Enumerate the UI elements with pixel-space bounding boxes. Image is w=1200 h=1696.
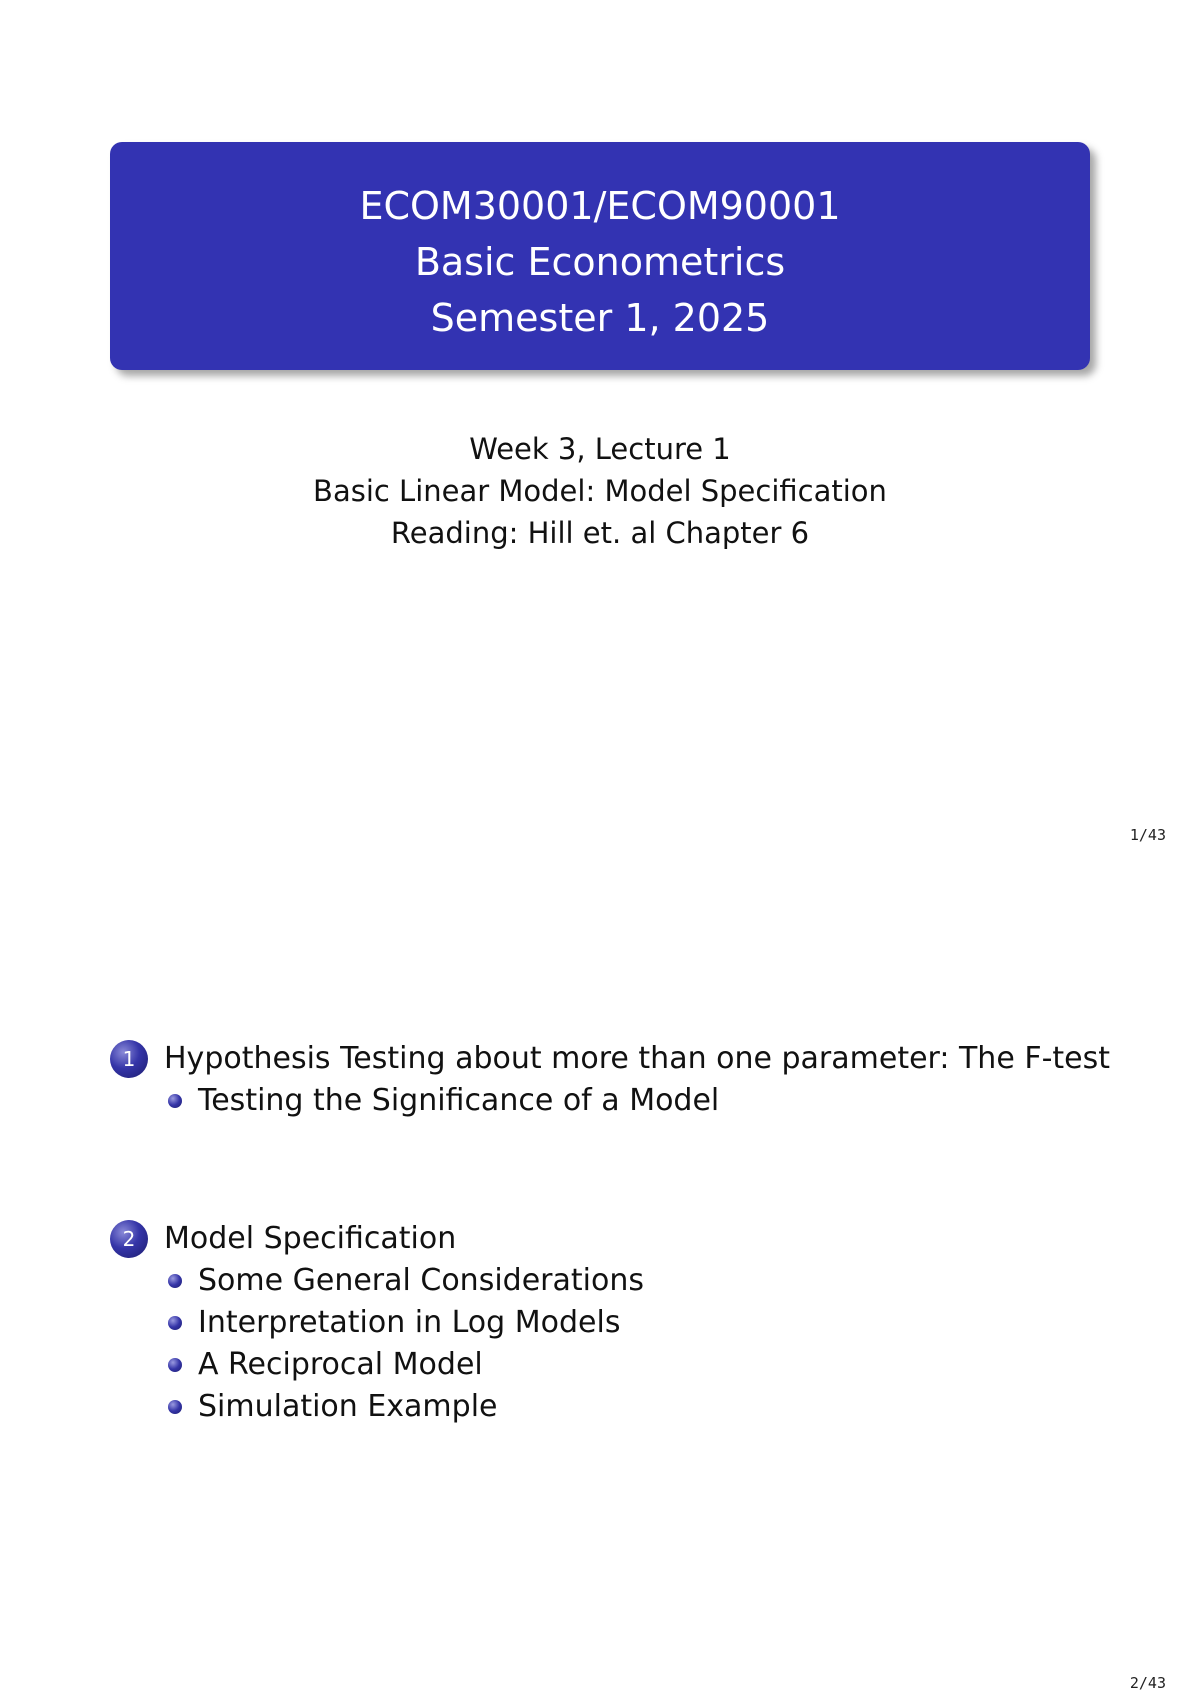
bullet-icon [168, 1274, 182, 1288]
toc-subsection[interactable] [110, 1080, 1110, 1122]
title-box [110, 142, 1090, 370]
section-title: Hypothesis Testing about more than one parameter: The F-test [164, 1041, 1111, 1076]
subsection-title: Interpretation in Log Models [198, 1305, 621, 1340]
toc-section-heading[interactable] [110, 1218, 1110, 1260]
lecture-topic: Basic Linear Model: Model Specification [313, 474, 887, 508]
toc-subsection[interactable] [110, 1302, 1110, 1344]
bullet-icon [168, 1094, 182, 1108]
toc-section [110, 1038, 1110, 1122]
page-number: 1/43 [1129, 826, 1166, 844]
lecture-reading: Reading: Hill et. al Chapter 6 [390, 516, 810, 550]
subsection-title: Some General Considerations [198, 1263, 644, 1298]
subsection-title: A Reciprocal Model [198, 1347, 483, 1382]
lecture-info [0, 428, 1200, 554]
lecture-week: Week 3, Lecture 1 [469, 432, 731, 466]
toc-subsection[interactable] [110, 1260, 1110, 1302]
outline-slide [0, 848, 1200, 1696]
bullet-icon [168, 1358, 182, 1372]
toc-subsection[interactable] [110, 1344, 1110, 1386]
page-number: 2/43 [1129, 1674, 1166, 1692]
toc-subsection[interactable] [110, 1386, 1110, 1428]
course-title: Basic Econometrics [414, 240, 786, 284]
toc-section [110, 1218, 1110, 1428]
section-number-ball-icon: 2 [110, 1220, 148, 1258]
semester: Semester 1, 2025 [430, 296, 770, 340]
section-title: Model Specification [164, 1221, 457, 1256]
subsection-title: Testing the Significance of a Model [198, 1083, 720, 1118]
toc-section-heading[interactable] [110, 1038, 1110, 1080]
course-code: ECOM30001/ECOM90001 [359, 184, 841, 228]
subsection-title: Simulation Example [198, 1389, 498, 1424]
bullet-icon [168, 1400, 182, 1414]
bullet-icon [168, 1316, 182, 1330]
section-number-ball-icon: 1 [110, 1040, 148, 1078]
